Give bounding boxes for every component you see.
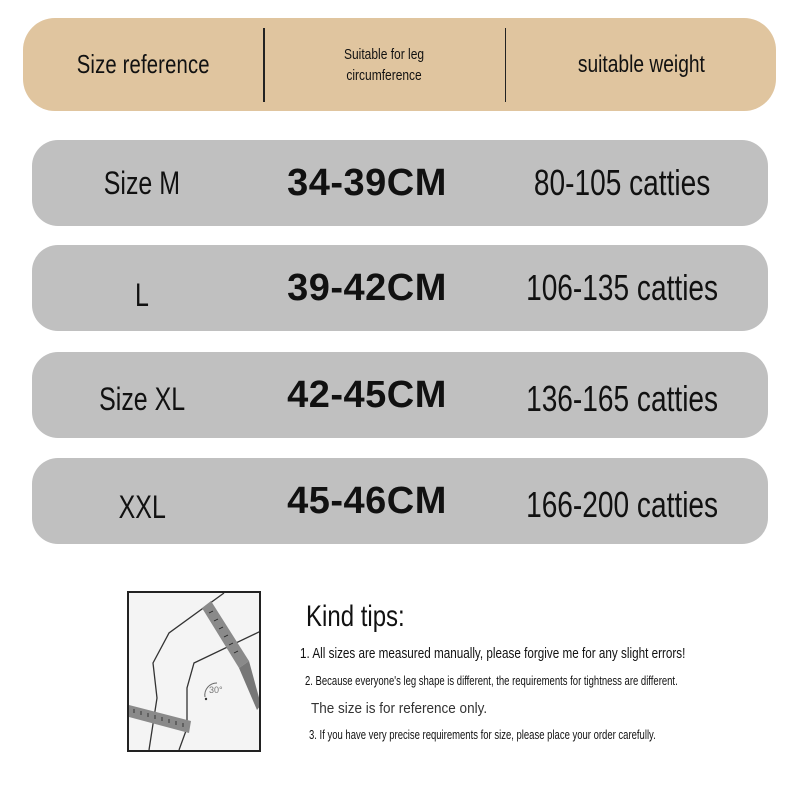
knee-measuring-tape-icon [127,591,261,752]
header-size-reference-label: Size reference [76,49,210,79]
tips-title [306,600,429,634]
header-suitable-weight-label: suitable weight [577,50,705,78]
size-text: Size M [103,164,181,201]
size-chart-header [23,18,776,111]
size-text: Size XL [98,380,186,417]
header-leg-circumference [265,18,505,111]
tip-2-note: The size is for reference only. [311,700,488,717]
weight-value [492,352,752,438]
tips-title-text: Kind tips: [306,600,405,633]
size-row-l [32,245,768,331]
weight-value [492,458,752,544]
header-leg-circumference-label [344,44,424,86]
circumference-value: 42-45CM [287,373,447,416]
size-row-xxl [32,458,768,544]
header-col2-line1: Suitable for leg [344,45,425,63]
header-col2-line2: circumference [346,66,423,84]
header-size-reference [23,18,263,111]
size-label [32,458,252,544]
size-text: L [135,276,149,313]
weight-text: 136-165 catties [525,378,718,419]
circumference-value: 39-42CM [287,266,447,309]
weight-value [492,245,752,331]
size-text: XXL [118,488,166,525]
weight-value [492,140,752,226]
weight-text: 80-105 catties [533,162,711,203]
weight-text: 166-200 catties [525,484,718,525]
weight-text: 106-135 catties [525,267,718,308]
size-label [32,352,252,438]
circumference-value: 45-46CM [287,479,447,522]
size-row-xl [32,352,768,438]
tip-1: 1. All sizes are measured manually, please forgive me for any slight errors! [300,645,686,662]
angle-label: 30° [209,685,223,695]
size-row-m [32,140,768,226]
circumference-value: 34-39CM [287,161,447,204]
tip-2: 2. Because everyone's leg shape is different, the requirements for tightness are different. [305,674,678,688]
size-label [32,140,252,226]
tip-3: 3. If you have very precise requirements for size, please place your order carefully. [309,728,656,742]
size-label [32,245,252,331]
header-suitable-weight [506,18,776,111]
